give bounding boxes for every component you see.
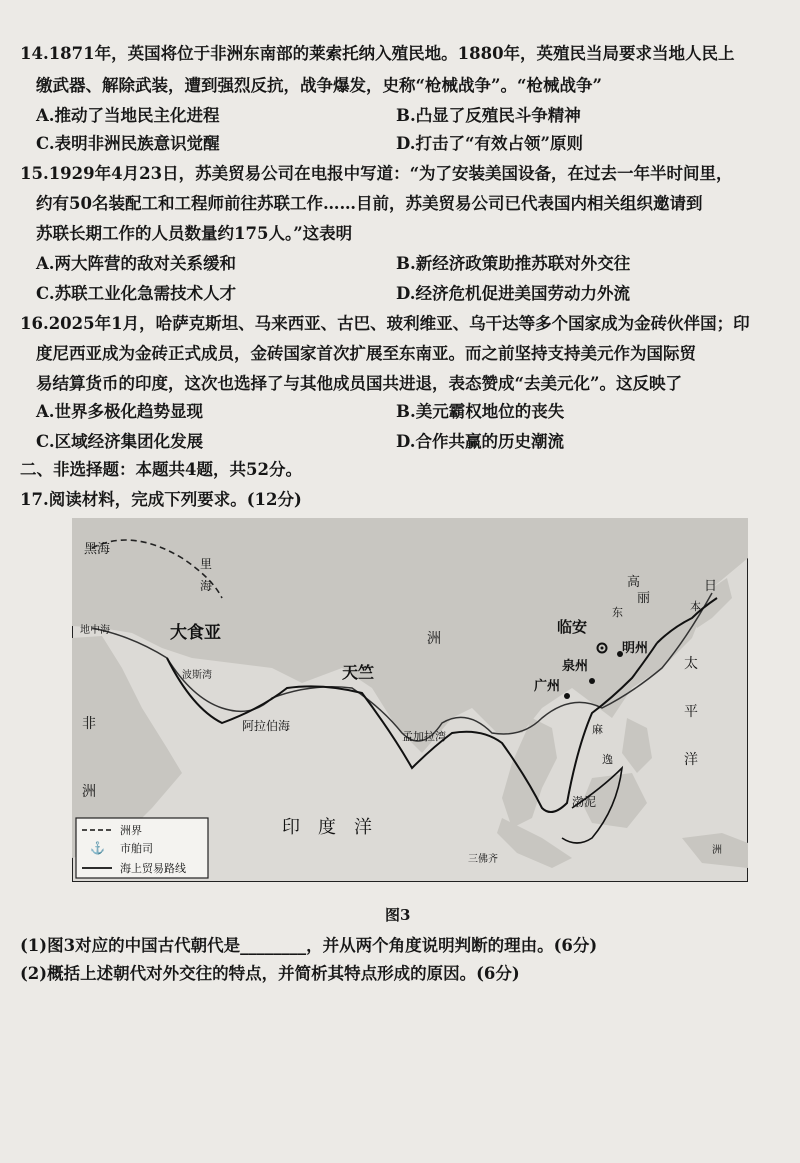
label-li2: 丽 [637, 591, 651, 606]
label-fei: 非 [82, 716, 96, 732]
label-ma: 麻 [592, 723, 603, 736]
label-dashi: 大食亚 [170, 623, 221, 643]
label-zhou: 洲 [427, 631, 441, 647]
q16-option-c: C.区域经济集团化发展 [36, 432, 204, 451]
label-boni: 渤泥 [572, 795, 597, 809]
q14-option-b: B.凸显了反殖民斗争精神 [396, 106, 581, 125]
label-mengjialawan: 孟加拉湾 [402, 730, 446, 743]
label-guangzhou: 广州 [534, 679, 561, 694]
label-ben: 本 [690, 600, 701, 613]
q16-stem-line-2: 度尼西亚成为金砖正式成员，金砖国家首次扩展至东南亚。而之前坚持支持美元作为国际贸 [36, 344, 696, 363]
label-gao: 高 [627, 575, 641, 590]
q17-sub-1: (1)图3对应的中国古代朝代是________，并从两个角度说明判断的理由。(6分) [20, 936, 598, 955]
quanzhou-marker [589, 678, 595, 684]
label-zhou2: 洲 [82, 784, 96, 800]
label-tai: 太 [684, 656, 698, 672]
label-li: 里 [200, 557, 213, 571]
q14-stem-line-1: 14.1871年，英国将位于非洲东南部的莱索托纳入殖民地。1880年，英殖民当局要求当地人民上 [20, 44, 735, 63]
q14-stem-line-2: 缴武器、解除武装，遭到强烈反抗，战争爆发，史称“枪械战争”。“枪械战争” [36, 76, 602, 95]
legend-anchor-icon: ⚓ [90, 841, 105, 855]
label-alabohai: 阿拉伯海 [242, 719, 291, 733]
q14-option-a: A.推动了当地民主化进程 [36, 106, 220, 125]
legend-route: 海上贸易路线 [120, 862, 186, 875]
q16-option-b: B.美元霸权地位的丧失 [396, 402, 565, 421]
label-linan: 临安 [557, 618, 588, 636]
label-tianzhu: 天竺 [342, 663, 375, 682]
q15-option-a: A.两大阵营的敌对关系缓和 [36, 254, 237, 273]
label-luo: 逸 [602, 753, 613, 766]
label-dong: 东 [612, 606, 623, 619]
label-sanfoqi: 三佛齐 [468, 854, 498, 865]
q15-option-c: C.苏联工业化急需技术人才 [36, 284, 237, 303]
label-dizhonghai: 地中海 [80, 625, 110, 636]
label-hai: 海 [200, 579, 213, 593]
q15-option-d: D.经济危机促进美国劳动力外流 [396, 284, 630, 303]
q16-stem-line-3: 易结算货币的印度，这次也选择了与其他成员国共进退，表态赞成“去美元化”。这反映了 [36, 374, 682, 393]
legend-shibosi: 市舶司 [120, 842, 153, 855]
q15-stem-line-2: 约有50名装配工和工程师前往苏联工作……目前，苏美贸易公司已代表国内相关组织邀请到 [36, 194, 703, 213]
q16-stem-line-1: 16.2025年1月，哈萨克斯坦、马来西亚、古巴、玻利维亚、乌干达等多个国家成为金砖伙伴国；印 [20, 314, 750, 333]
q17-sub-2: (2)概括上述朝代对外交往的特点，并简析其特点形成的原因。(6分) [20, 964, 520, 983]
section-heading: 二、非选择题：本题共4题，共52分。 [20, 460, 302, 479]
legend-boundary: 洲界 [120, 824, 142, 837]
q14-option-c: C.表明非洲民族意识觉醒 [36, 134, 220, 153]
label-yinduyang: 印度洋 [282, 817, 390, 838]
q15-stem-line-3: 苏联长期工作的人员数量约175人。”这表明 [36, 224, 353, 243]
label-ri: 日 [704, 579, 718, 594]
label-bosiwan: 波斯湾 [182, 670, 212, 681]
q16-option-d: D.合作共赢的历史潮流 [396, 432, 564, 451]
q17-intro: 17.阅读材料，完成下列要求。(12分) [20, 490, 302, 509]
guangzhou-marker [564, 693, 570, 699]
q15-stem-line-1: 15.1929年4月23日，苏美贸易公司在电报中写道：“为了安装美国设备，在过去一年半时间里， [20, 164, 733, 183]
trade-route-map [72, 518, 748, 882]
label-quanzhou: 泉州 [562, 659, 589, 674]
q14-option-d: D.打击了“有效占领”原则 [396, 134, 583, 153]
label-yang: 洋 [684, 752, 698, 768]
q16-option-a: A.世界多极化趋势显现 [36, 402, 204, 421]
label-mingzhou: 明州 [622, 641, 649, 656]
q15-option-b: B.新经济政策助推苏联对外交往 [396, 254, 631, 273]
figure-caption: 图3 [385, 906, 411, 924]
label-heihai: 黑海 [84, 542, 111, 557]
label-aozhou: 洲 [712, 845, 722, 856]
label-ping: 平 [684, 704, 698, 720]
